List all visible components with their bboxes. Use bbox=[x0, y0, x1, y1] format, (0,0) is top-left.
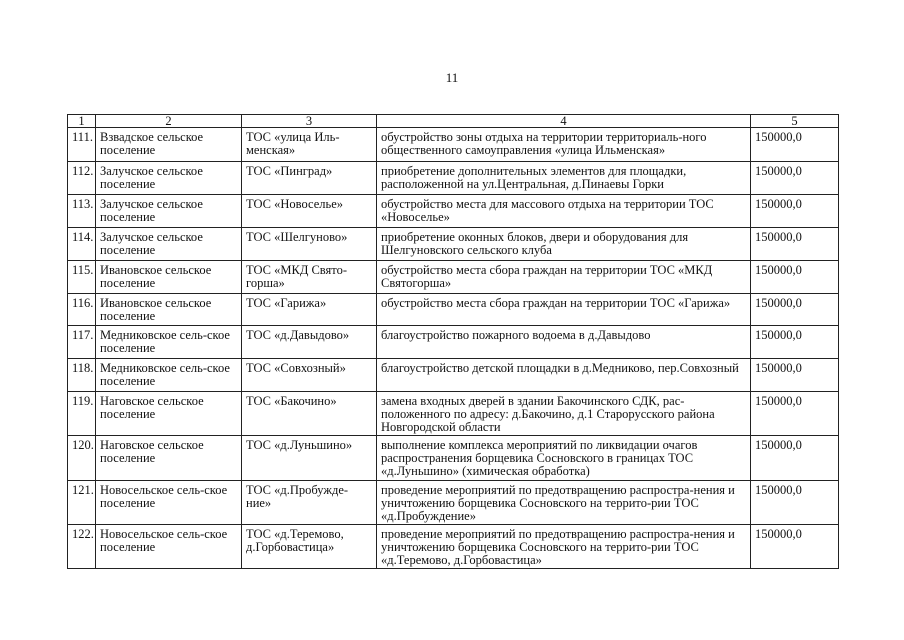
row-number: 118. bbox=[68, 359, 96, 392]
column-header-3: 3 bbox=[242, 115, 377, 128]
table-header-row bbox=[68, 115, 839, 128]
activity-description: замена входных дверей в здании Бакочинского СДК, рас-положенного по адресу: д.Бакочино, д.1 Старорусского района Новгородской области bbox=[377, 392, 751, 436]
activity-description: обустройство места сбора граждан на территории ТОС «Гарижа» bbox=[377, 294, 751, 326]
row-number: 113. bbox=[68, 195, 96, 228]
tos-name: ТОС «МКД Свято-горша» bbox=[242, 261, 377, 294]
row-number: 119. bbox=[68, 392, 96, 436]
activity-description: обустройство места для массового отдыха на территории ТОС «Новоселье» bbox=[377, 195, 751, 228]
allocation-table bbox=[67, 114, 839, 569]
activity-description: благоустройство пожарного водоема в д.Давыдово bbox=[377, 326, 751, 359]
row-number: 112. bbox=[68, 162, 96, 195]
tos-name: ТОС «улица Иль-менская» bbox=[242, 128, 377, 162]
table-row bbox=[68, 481, 839, 525]
table-row bbox=[68, 294, 839, 326]
funding-amount: 150000,0 bbox=[751, 195, 839, 228]
settlement-name: Наговское сельское поселение bbox=[96, 436, 242, 481]
table-body bbox=[68, 128, 839, 569]
row-number: 121. bbox=[68, 481, 96, 525]
tos-name: ТОС «Новоселье» bbox=[242, 195, 377, 228]
table-row bbox=[68, 195, 839, 228]
activity-description: обустройство места сбора граждан на территории ТОС «МКД Святогорша» bbox=[377, 261, 751, 294]
activity-description: выполнение комплекса мероприятий по ликвидации очагов распространения борщевика Сосновского в границах ТОС «д.Луньшино» (химическая обработка) bbox=[377, 436, 751, 481]
table-row bbox=[68, 228, 839, 261]
table-row bbox=[68, 525, 839, 569]
activity-description: приобретение дополнительных элементов для площадки, расположенной на ул.Центральная, д.Пинаевы Горки bbox=[377, 162, 751, 195]
tos-name: ТОС «Шелгуново» bbox=[242, 228, 377, 261]
funding-amount: 150000,0 bbox=[751, 436, 839, 481]
table-row bbox=[68, 436, 839, 481]
tos-name: ТОС «д.Давыдово» bbox=[242, 326, 377, 359]
funding-amount: 150000,0 bbox=[751, 128, 839, 162]
tos-name: ТОС «Бакочино» bbox=[242, 392, 377, 436]
settlement-name: Новосельское сель-ское поселение bbox=[96, 525, 242, 569]
funding-amount: 150000,0 bbox=[751, 162, 839, 195]
row-number: 116. bbox=[68, 294, 96, 326]
row-number: 117. bbox=[68, 326, 96, 359]
activity-description: приобретение оконных блоков, двери и оборудования для Шелгуновского сельского клуба bbox=[377, 228, 751, 261]
tos-name: ТОС «Пинград» bbox=[242, 162, 377, 195]
funding-amount: 150000,0 bbox=[751, 228, 839, 261]
row-number: 122. bbox=[68, 525, 96, 569]
table-row bbox=[68, 128, 839, 162]
settlement-name: Медниковское сель-ское поселение bbox=[96, 359, 242, 392]
funding-amount: 150000,0 bbox=[751, 481, 839, 525]
funding-amount: 150000,0 bbox=[751, 294, 839, 326]
settlement-name: Медниковское сель-ское поселение bbox=[96, 326, 242, 359]
row-number: 115. bbox=[68, 261, 96, 294]
activity-description: проведение мероприятий по предотвращению распростра-нения и уничтожению борщевика Сосновского на террито-рии ТОС «д.Теремово, д.Горбовастица» bbox=[377, 525, 751, 569]
settlement-name: Залучское сельское поселение bbox=[96, 162, 242, 195]
tos-name: ТОС «д.Луньшино» bbox=[242, 436, 377, 481]
row-number: 120. bbox=[68, 436, 96, 481]
page-number: 11 bbox=[445, 70, 459, 85]
table-row bbox=[68, 326, 839, 359]
settlement-name: Залучское сельское поселение bbox=[96, 195, 242, 228]
column-header-2: 2 bbox=[96, 115, 242, 128]
row-number: 111. bbox=[68, 128, 96, 162]
row-number: 114. bbox=[68, 228, 96, 261]
column-header-4: 4 bbox=[377, 115, 751, 128]
settlement-name: Наговское сельское поселение bbox=[96, 392, 242, 436]
tos-name: ТОС «Совхозный» bbox=[242, 359, 377, 392]
tos-name: ТОС «д.Пробужде-ние» bbox=[242, 481, 377, 525]
activity-description: обустройство зоны отдыха на территории территориаль-ного общественного самоуправления «улица Ильменская» bbox=[377, 128, 751, 162]
column-header-1: 1 bbox=[68, 115, 96, 128]
settlement-name: Новосельское сель-ское поселение bbox=[96, 481, 242, 525]
activity-description: благоустройство детской площадки в д.Медниково, пер.Совхозный bbox=[377, 359, 751, 392]
settlement-name: Ивановское сельское поселение bbox=[96, 261, 242, 294]
table-row bbox=[68, 162, 839, 195]
settlement-name: Залучское сельское поселение bbox=[96, 228, 242, 261]
tos-name: ТОС «д.Теремово, д.Горбовастица» bbox=[242, 525, 377, 569]
funding-amount: 150000,0 bbox=[751, 261, 839, 294]
settlement-name: Ивановское сельское поселение bbox=[96, 294, 242, 326]
settlement-name: Взвадское сельское поселение bbox=[96, 128, 242, 162]
tos-name: ТОС «Гарижа» bbox=[242, 294, 377, 326]
funding-amount: 150000,0 bbox=[751, 392, 839, 436]
funding-amount: 150000,0 bbox=[751, 359, 839, 392]
table-row bbox=[68, 261, 839, 294]
column-header-5: 5 bbox=[751, 115, 839, 128]
table-row bbox=[68, 392, 839, 436]
activity-description: проведение мероприятий по предотвращению распростра-нения и уничтожению борщевика Сосновского на террито-рии ТОС «д.Пробуждение» bbox=[377, 481, 751, 525]
funding-amount: 150000,0 bbox=[751, 525, 839, 569]
funding-amount: 150000,0 bbox=[751, 326, 839, 359]
table-row bbox=[68, 359, 839, 392]
